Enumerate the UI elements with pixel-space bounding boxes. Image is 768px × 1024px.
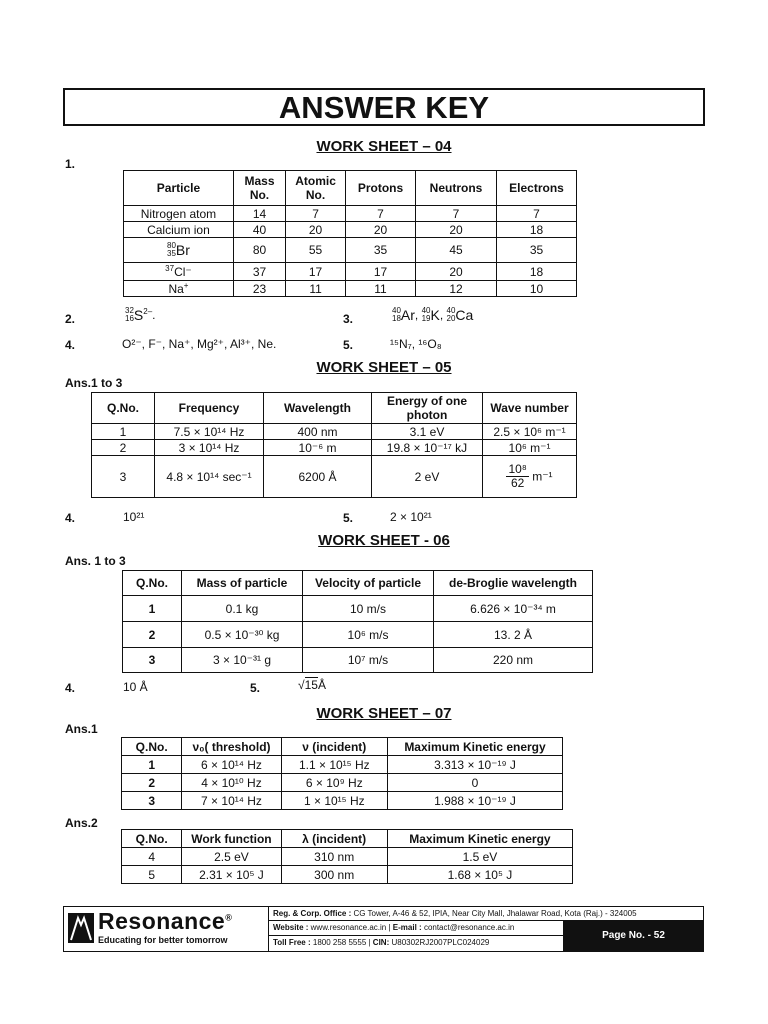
table-row [92, 424, 577, 440]
table-cell: 20 [346, 222, 416, 238]
col-header: ν₀( threshold) [182, 738, 281, 756]
br-symbol: Br [175, 242, 190, 258]
table-cell: 7.5 × 10¹⁴ Hz [155, 424, 264, 440]
br-atomic-number: 35 [167, 249, 176, 258]
table-cell: 300 nm [281, 866, 387, 884]
table-cell: 40 [233, 222, 285, 238]
table-cell: 35 [346, 238, 416, 263]
table-cell: 10⁶ m⁻¹ [483, 440, 577, 456]
table-cell: 3 [122, 792, 182, 810]
table-cell: 220 nm [434, 648, 593, 673]
table-cell: 3 [92, 456, 155, 498]
ws05-question-5-label: 5. [343, 511, 354, 525]
table-row [124, 263, 577, 281]
table-row [124, 281, 577, 297]
ws05-question-4-label: 4. [65, 511, 76, 525]
table-cell: 6 × 10¹⁴ Hz [182, 756, 281, 774]
table-cell: 18 [497, 222, 577, 238]
table-cell: 37 [233, 263, 285, 281]
table-cell [124, 281, 234, 297]
table-cell: 4.8 × 10¹⁴ sec⁻¹ [155, 456, 264, 498]
fraction-denominator: 62 [510, 476, 525, 490]
table-cell: 0 [388, 774, 563, 792]
table-row [123, 648, 593, 673]
table-cell: 20 [415, 263, 496, 281]
ws06-debroglie-table [122, 570, 593, 673]
ar-mass-number: 40 [392, 306, 401, 315]
table-cell: 3 [123, 648, 182, 673]
col-header: Particle [124, 171, 234, 206]
table-cell: 0.1 kg [182, 596, 303, 622]
table-cell: 20 [286, 222, 346, 238]
br-mass-number: 80 [167, 241, 176, 250]
table-cell: 1.68 × 10⁵ J [387, 866, 572, 884]
table-cell: 10 m/s [303, 596, 434, 622]
table-row [92, 440, 577, 456]
logo-wordmark: Resonance [98, 908, 226, 934]
unit: Å [317, 678, 326, 692]
na-symbol: Na [168, 282, 184, 296]
ws06-question-5-answer [298, 678, 326, 692]
table-cell: 1.988 × 10⁻¹⁹ J [388, 792, 563, 810]
resonance-logo-icon [68, 913, 94, 943]
registered-mark: ® [225, 912, 233, 923]
table-cell: 6200 Å [264, 456, 372, 498]
col-header: Velocity of particle [303, 571, 434, 596]
col-header: Wavelength [264, 393, 372, 424]
col-header: Work function [182, 830, 281, 848]
table-cell: 7 [286, 206, 346, 222]
website-link[interactable]: www.resonance.ac.in | [310, 923, 391, 932]
fraction-numerator: 10⁸ [508, 462, 527, 476]
table-cell: 3.313 × 10⁻¹⁹ J [388, 756, 563, 774]
q2-atomic-number: 16 [125, 314, 134, 323]
table-cell: 10⁶ m/s [303, 622, 434, 648]
table-row [122, 774, 563, 792]
table-cell [483, 456, 577, 498]
table-cell: 2 [92, 440, 155, 456]
col-header: Wave number [483, 393, 577, 424]
table-cell: 7 [415, 206, 496, 222]
table-cell: 2.5 × 10⁶ m⁻¹ [483, 424, 577, 440]
col-header: ν (incident) [281, 738, 387, 756]
ws05-ans-label: Ans.1 to 3 [65, 376, 123, 390]
table-cell: 1 × 10¹⁵ Hz [281, 792, 387, 810]
ar-symbol: Ar [400, 307, 415, 323]
col-header: Frequency [155, 393, 264, 424]
table-cell: 3 × 10¹⁴ Hz [155, 440, 264, 456]
logo-tagline: Educating for better tomorrow [98, 935, 228, 945]
table-cell: 80 [233, 238, 285, 263]
col-header: Q.No. [122, 830, 182, 848]
table-cell: 13. 2 Å [434, 622, 593, 648]
q2-mass-number: 32 [125, 306, 134, 315]
table-cell: 4 [122, 848, 182, 866]
office-address: CG Tower, A-46 & 52, IPIA, Near City Mall, Jhalawar Road, Kota (Raj.) - 324005 [353, 909, 637, 918]
col-header: Atomic No. [286, 171, 346, 206]
q2-charge: 2– [143, 307, 153, 316]
table-cell: 6 × 10⁹ Hz [281, 774, 387, 792]
square-root-icon: √ [298, 678, 305, 692]
wave-number-fraction [506, 463, 528, 490]
table-cell: 45 [415, 238, 496, 263]
fraction-unit: m⁻¹ [532, 469, 553, 484]
table-cell: Calcium ion [124, 222, 234, 238]
col-header: Maximum Kinetic energy [387, 830, 572, 848]
ca-mass-number: 40 [446, 306, 456, 315]
table-cell [124, 238, 234, 263]
table-cell: 11 [346, 281, 416, 297]
ws06-question-4-label: 4. [65, 681, 76, 695]
footer-office-line [268, 907, 704, 921]
col-header: Mass No. [233, 171, 285, 206]
table-cell: 1 [123, 596, 182, 622]
table-cell: 10⁻⁶ m [264, 440, 372, 456]
radicand: 15 [304, 678, 318, 692]
table-cell: 6.626 × 10⁻³⁴ m [434, 596, 593, 622]
col-header: Mass of particle [182, 571, 303, 596]
ws07-work-function-table [121, 829, 573, 884]
cl-mass-number: 37 [165, 264, 175, 273]
table-cell: 310 nm [281, 848, 387, 866]
cin-label: CIN: [372, 938, 390, 947]
ws05-question-5-answer: 2 × 10²¹ [390, 510, 432, 524]
question-2-label: 2. [65, 312, 76, 326]
cin-number: U80302RJ2007PLC024029 [391, 938, 490, 947]
table-cell: 10 [497, 281, 577, 297]
col-header: Q.No. [123, 571, 182, 596]
worksheet-05-heading: WORK SHEET – 05 [316, 359, 452, 376]
page-title: ANSWER KEY [63, 88, 705, 126]
tollfree-number: 1800 258 5555 | [312, 938, 371, 947]
table-cell: 14 [233, 206, 285, 222]
q2-symbol: S [133, 307, 144, 323]
col-header: Q.No. [122, 738, 182, 756]
table-cell: 5 [122, 866, 182, 884]
question-2-answer [125, 307, 156, 323]
table-row [92, 456, 577, 498]
table-cell: 23 [233, 281, 285, 297]
col-header: Q.No. [92, 393, 155, 424]
table-row [124, 206, 577, 222]
col-header: Neutrons [415, 171, 496, 206]
table-cell: 0.5 × 10⁻³⁰ kg [182, 622, 303, 648]
col-header: Energy of one photon [372, 393, 483, 424]
table-cell: 1 [92, 424, 155, 440]
ws06-question-5-label: 5. [250, 681, 261, 695]
col-header: Electrons [497, 171, 577, 206]
table-cell: 1.1 × 10¹⁵ Hz [281, 756, 387, 774]
table-cell: 1.5 eV [387, 848, 572, 866]
ws07-ans2-label: Ans.2 [65, 816, 98, 830]
website-label: Website : [273, 923, 309, 932]
question-5-label: 5. [343, 338, 354, 352]
ws05-question-4-answer: 10²¹ [123, 510, 145, 524]
ar-atomic-number: 18 [392, 314, 401, 323]
table-cell: 3 × 10⁻³¹ g [182, 648, 303, 673]
table-cell: 19.8 × 10⁻¹⁷ kJ [372, 440, 483, 456]
cl-symbol: Cl⁻ [174, 265, 192, 279]
table-cell: 4 × 10¹⁰ Hz [182, 774, 281, 792]
email-label: E-mail : [392, 923, 422, 932]
office-label: Reg. & Corp. Office : [273, 909, 352, 918]
col-header: Protons [346, 171, 416, 206]
question-3-answer: 40 18 Ar, 40 19 K, 40 20 Ca [392, 306, 474, 323]
footer-contact-line [268, 921, 563, 936]
question-1-label: 1. [65, 157, 76, 171]
tollfree-label: Toll Free : [273, 938, 311, 947]
question-4-answer: O²⁻, F⁻, Na⁺, Mg²⁺, Al³⁺, Ne. [122, 337, 277, 351]
worksheet-07-heading: WORK SHEET – 07 [316, 705, 452, 722]
table-row [122, 866, 573, 884]
table-cell: 11 [286, 281, 346, 297]
table-cell: 20 [415, 222, 496, 238]
table-row [123, 596, 593, 622]
worksheet-06-heading: WORK SHEET - 06 [318, 532, 450, 549]
table-cell: 2 eV [372, 456, 483, 498]
table-cell: 12 [415, 281, 496, 297]
worksheet-04-heading: WORK SHEET – 04 [316, 138, 452, 155]
q2-tail: . [152, 308, 156, 322]
table-cell: 2 [122, 774, 182, 792]
table-cell: 10⁷ m/s [303, 648, 434, 673]
na-charge: + [183, 281, 189, 290]
table-cell: 400 nm [264, 424, 372, 440]
table-cell: 2.5 eV [182, 848, 281, 866]
table-cell: 7 [497, 206, 577, 222]
ws06-question-4-answer: 10 Å [123, 680, 148, 694]
table-row [123, 622, 593, 648]
table-cell [124, 263, 234, 281]
col-header: Maximum Kinetic energy [388, 738, 563, 756]
ca-symbol: Ca [455, 307, 474, 323]
table-cell: Nitrogen atom [124, 206, 234, 222]
table-cell: 55 [286, 238, 346, 263]
table-cell: 35 [497, 238, 577, 263]
k-atomic-number: 19 [421, 314, 431, 323]
ws07-threshold-table [121, 737, 563, 810]
footer-tollfree-line [268, 936, 563, 951]
table-cell: 7 × 10¹⁴ Hz [182, 792, 281, 810]
ws06-ans-label: Ans. 1 to 3 [65, 554, 126, 568]
table-cell: 2.31 × 10⁵ J [182, 866, 281, 884]
table-row [122, 756, 563, 774]
table-row [122, 848, 573, 866]
table-cell: 2 [123, 622, 182, 648]
ws05-photon-table [91, 392, 577, 498]
ca-atomic-number: 20 [446, 314, 456, 323]
page-number: Page No. - 52 [563, 920, 704, 951]
k-mass-number: 40 [421, 306, 431, 315]
ws04-particle-table [123, 170, 577, 297]
table-cell: 1 [122, 756, 182, 774]
k-symbol: K [430, 307, 440, 323]
table-cell: 17 [286, 263, 346, 281]
table-row [124, 238, 577, 263]
col-header: λ (incident) [281, 830, 387, 848]
ws07-ans1-label: Ans.1 [65, 722, 98, 736]
resonance-logo [64, 907, 267, 951]
table-row [122, 792, 563, 810]
table-cell: 3.1 eV [372, 424, 483, 440]
question-5-answer: ¹⁵N₇, ¹⁶O₈ [390, 337, 442, 351]
table-row [124, 222, 577, 238]
question-4-label: 4. [65, 338, 76, 352]
table-cell: 18 [497, 263, 577, 281]
question-3-label: 3. [343, 312, 354, 326]
email-link[interactable]: contact@resonance.ac.in [423, 923, 515, 932]
table-cell: 17 [346, 263, 416, 281]
col-header: de-Broglie wavelength [434, 571, 593, 596]
table-cell: 7 [346, 206, 416, 222]
